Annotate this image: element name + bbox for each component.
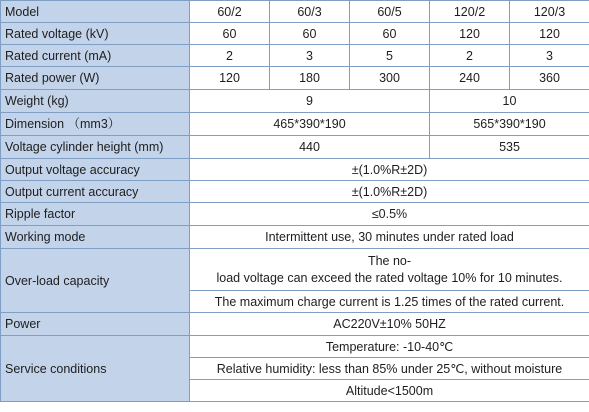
table-cell: 60 [270,23,350,45]
table-row-rated-voltage [1,23,589,45]
model-header: 60/5 [350,1,430,23]
table-row-overload [1,249,589,291]
table-row-cylinder-height [1,136,589,159]
table-cell: The maximum charge current is 1.25 times of the rated current. [190,291,589,313]
row-label-dimension: Dimension （mm3） [1,113,190,136]
model-header: 60/3 [270,1,350,23]
table-row-model [1,1,589,23]
model-header: 120/3 [510,1,589,23]
table-row-power [1,313,589,336]
model-header: 60/2 [190,1,270,23]
table-cell: 240 [430,67,510,90]
table-row-output-current-accuracy [1,181,589,203]
row-label-rated-current: Rated current (mA) [1,45,190,67]
table-cell: 2 [430,45,510,67]
table-cell: 180 [270,67,350,90]
table-cell: Temperature: -10-40℃ [190,336,589,358]
table-row-weight [1,90,589,113]
table-cell: ±(1.0%R±2D) [190,181,589,203]
row-label-output-current-accuracy: Output current accuracy [1,181,190,203]
row-label-overload: Over-load capacity [1,249,190,313]
table-cell: AC220V±10% 50HZ [190,313,589,336]
row-label-ripple-factor: Ripple factor [1,203,190,226]
table-cell: 120 [190,67,270,90]
table-cell: 120 [430,23,510,45]
table-cell: 5 [350,45,430,67]
table-row-output-voltage-accuracy [1,159,589,181]
table-row-dimension [1,113,589,136]
row-label-output-voltage-accuracy: Output voltage accuracy [1,159,190,181]
table-row-service-temperature [1,336,589,358]
table-cell: 120 [510,23,589,45]
table-cell: 3 [510,45,589,67]
table-cell: 300 [350,67,430,90]
table-row-working-mode [1,226,589,249]
table-cell: 535 [430,136,589,159]
table-cell: 10 [430,90,589,113]
table-cell: 440 [190,136,430,159]
row-label-model: Model [1,1,190,23]
row-label-cylinder-height: Voltage cylinder height (mm) [1,136,190,159]
table-cell: 2 [190,45,270,67]
table-cell [190,249,589,291]
overload-line-1b: load voltage can exceed the rated voltage 10% for 10 minutes. [216,270,563,285]
table-cell: Relative humidity: less than 85% under 25℃, without moisture [190,358,589,380]
table-row-ripple-factor [1,203,589,226]
table-row-rated-power [1,67,589,90]
table-cell: 3 [270,45,350,67]
model-header: 120/2 [430,1,510,23]
row-label-power: Power [1,313,190,336]
table-row-rated-current [1,45,589,67]
row-label-service-conditions: Service conditions [1,336,190,402]
table-cell: 465*390*190 [190,113,430,136]
row-label-rated-power: Rated power (W) [1,67,190,90]
table-cell: 360 [510,67,589,90]
row-label-working-mode: Working mode [1,226,190,249]
row-label-rated-voltage: Rated voltage (kV) [1,23,190,45]
overload-line-1a: The no- [367,253,412,268]
table-cell: ±(1.0%R±2D) [190,159,589,181]
row-label-weight: Weight (kg) [1,90,190,113]
table-cell: 565*390*190 [430,113,589,136]
table-cell: 60 [190,23,270,45]
table-cell: Altitude<1500m [190,380,589,402]
table-cell: Intermittent use, 30 minutes under rated load [190,226,589,249]
table-cell: ≤0.5% [190,203,589,226]
table-cell: 9 [190,90,430,113]
table-cell: 60 [350,23,430,45]
